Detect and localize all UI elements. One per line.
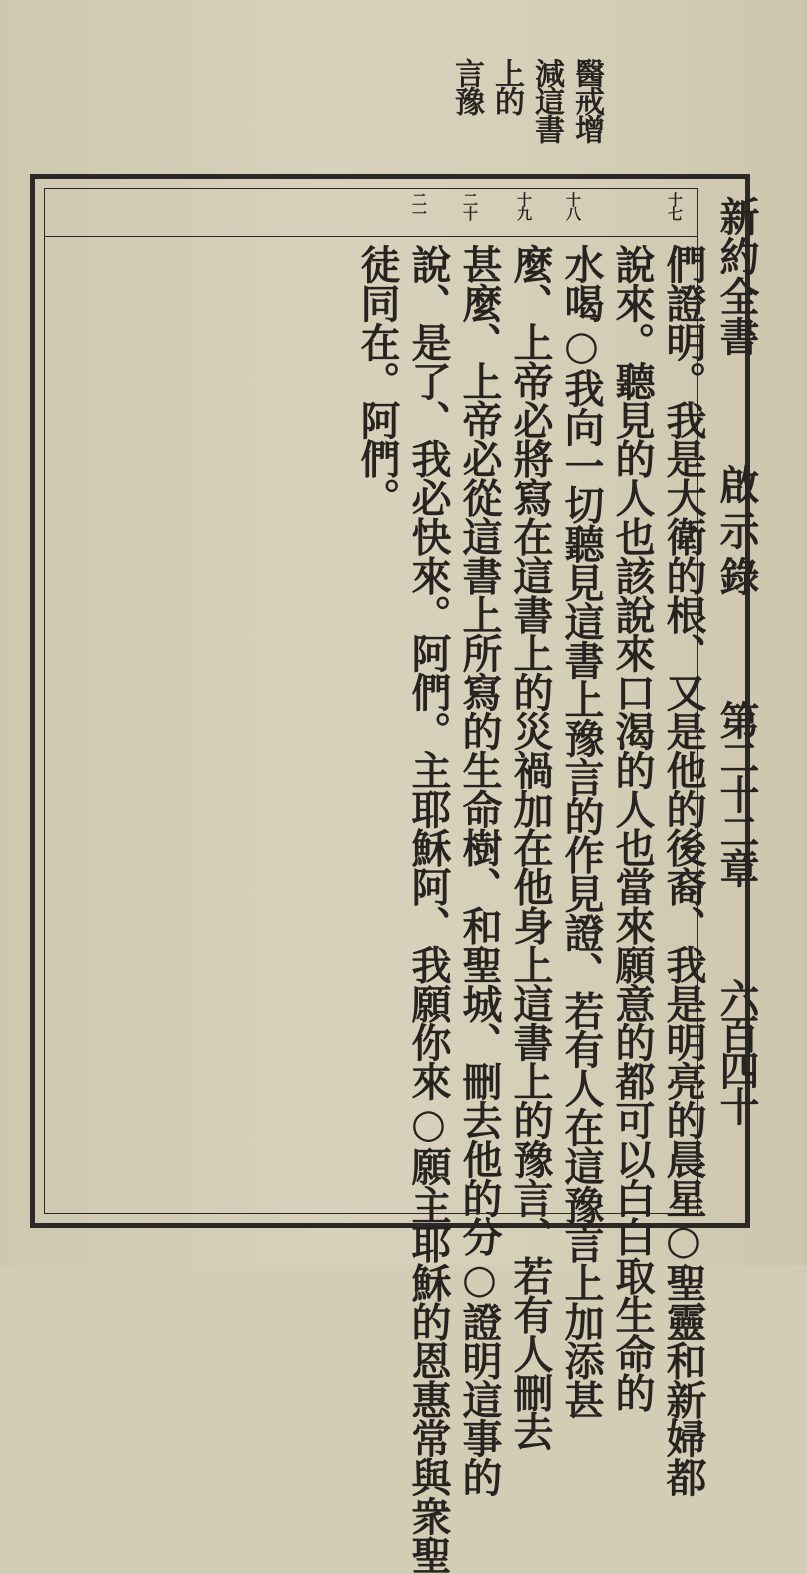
verse-number: 十八 xyxy=(564,192,582,220)
text-line: 說來。聽見的人也該說來口渴的人也當來願意的都可以白白取生命的 xyxy=(609,244,656,1412)
page-number: 六百四十 xyxy=(713,978,760,1122)
verse-number: 十七 xyxy=(666,192,684,220)
text-line: 麼、上帝必將寫在這書上的災禍加在他身上這書上的豫言、若有人刪去 xyxy=(507,244,554,1450)
chapter-number: 第二十二章 xyxy=(713,700,760,885)
text-line: 徒同在。阿們。 xyxy=(354,244,401,517)
verse-number: 二十 xyxy=(461,192,479,220)
verse-number: 二一 xyxy=(410,192,428,220)
margin-note xyxy=(446,58,606,178)
text-line: 水喝○我向一切聽見這書上豫言的作見證、若有人在這豫言上加添甚 xyxy=(558,244,605,1419)
margin-note-line: 言豫 xyxy=(449,58,484,114)
margin-note-line: 上的 xyxy=(489,58,524,114)
text-line: 們證明。我是大衛的根、又是他的後裔、我是明亮的晨星○聖靈和新婦都 xyxy=(660,244,707,1496)
book-title: 新約全書 xyxy=(713,196,760,356)
margin-note-line: 醫戒增 xyxy=(569,58,604,142)
text-line: 甚麼、上帝必從這書上所寫的生命樹、和聖城、刪去他的分○證明這事的 xyxy=(456,244,503,1496)
verse-number: 十九 xyxy=(515,192,533,220)
chapter-book-name: 啟示錄 xyxy=(713,464,760,602)
show-through-left-column xyxy=(40,60,84,170)
text-line: 說、是了、我必快來。阿們。主耶穌阿、我願你來○願主耶穌的恩惠常與衆聖 xyxy=(405,244,452,1574)
verse-number-divider xyxy=(44,236,698,237)
margin-note-line: 減這書 xyxy=(529,58,564,142)
